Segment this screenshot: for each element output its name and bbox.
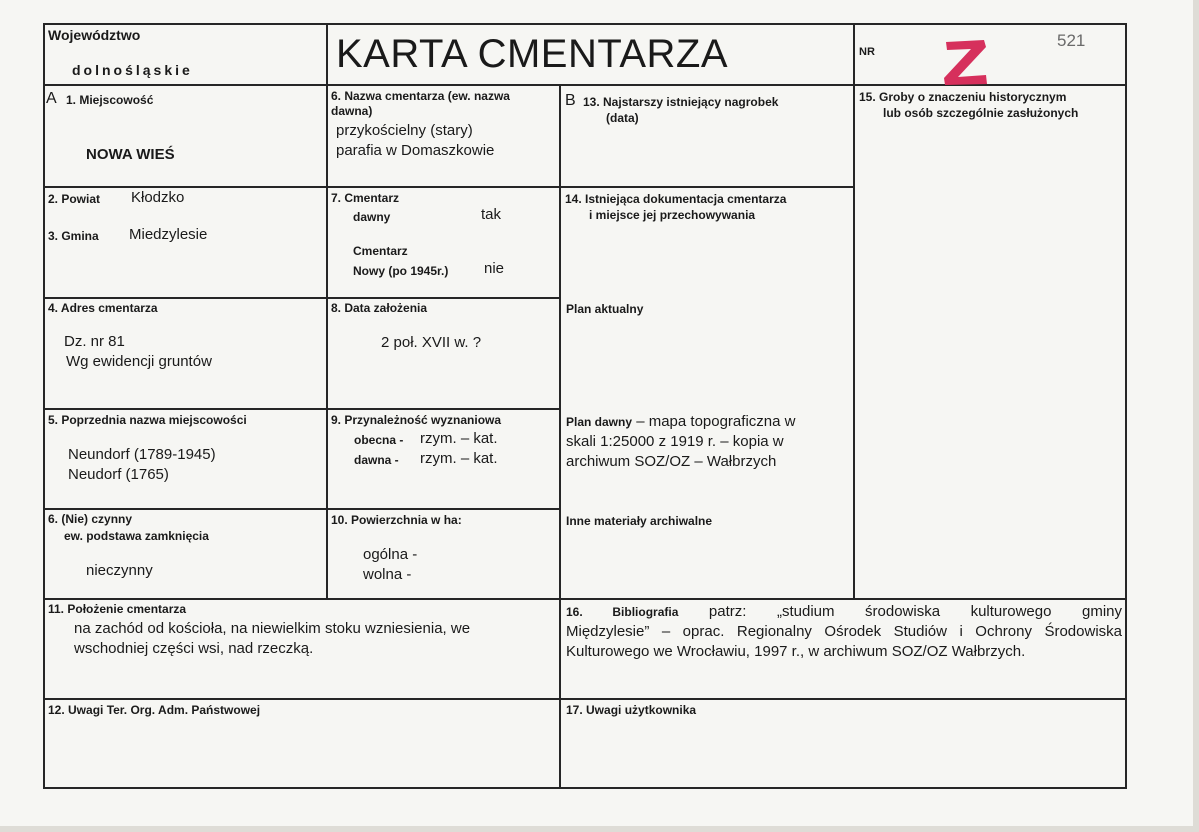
field-7-old-label: dawny (353, 210, 391, 224)
field-6b-label-cont: dawna) (331, 104, 373, 118)
field-9-label: 9. Przynależność wyznaniowa (331, 413, 502, 427)
plan-old-label: Plan dawny (566, 415, 633, 429)
rule (43, 23, 45, 789)
field-16-label: 16. Bibliografia (566, 605, 679, 619)
plan-old-desc: – mapa topograficzna w (632, 413, 796, 430)
field-10-total: ogólna - (363, 546, 418, 563)
field-9-old-label: dawna - (354, 453, 399, 467)
field-10-free: wolna - (363, 566, 412, 583)
field-2-label: 2. Powiat (48, 192, 101, 206)
section-b-prefix: B (565, 92, 576, 109)
field-10-label: 10. Powierzchnia w ha: (331, 513, 462, 527)
scan-edge-right (1193, 0, 1199, 832)
nr-label: NR (859, 46, 875, 58)
scan-edge-bottom (0, 826, 1199, 832)
field-6-value: nieczynny (86, 562, 153, 579)
rule (43, 508, 560, 510)
plan-old-line-1 (566, 413, 795, 431)
field-6-label-cont: ew. podstawa zamknięcia (64, 529, 209, 543)
field-5-value: Neundorf (1789-1945) (68, 446, 216, 463)
field-12-label: 12. Uwagi Ter. Org. Adm. Państwowej (48, 703, 261, 717)
field-8-label: 8. Data założenia (331, 301, 428, 315)
plan-old-line-2: skali 1:25000 z 1919 r. – kopia w (566, 433, 784, 450)
field-14-label-cont: i miejsce jej przechowywania (589, 208, 756, 222)
field-6b-value: przykościelny (stary) (336, 122, 473, 139)
field-4-label: 4. Adres cmentarza (48, 301, 158, 315)
field-9-current-value: rzym. – kat. (420, 430, 498, 447)
field-2-value: Kłodzko (131, 189, 185, 206)
field-7-new-heading: Cmentarz (353, 244, 408, 258)
field-1-value: NOWA WIEŚ (86, 146, 175, 163)
rule (43, 186, 855, 188)
rule (1125, 23, 1127, 789)
field-7-old-value: tak (481, 206, 502, 223)
field-3-label: 3. Gmina (48, 229, 99, 243)
field-3-value: Miedzylesie (129, 226, 208, 243)
rule (326, 23, 328, 600)
stamp-number: 521 (1057, 31, 1086, 50)
section-a-prefix: A (46, 90, 57, 107)
field-16-line-1 (566, 602, 1122, 622)
field-9-old-value: rzym. – kat. (420, 450, 498, 467)
rule (43, 598, 1127, 600)
handwritten-z-mark (940, 34, 992, 88)
field-8-value: 2 poł. XVII w. ? (381, 334, 482, 351)
field-6-label: 6. (Nie) czynny (48, 512, 133, 526)
field-6b-value-cont: parafia w Domaszkowie (336, 142, 495, 159)
field-7-label: 7. Cmentarz (331, 191, 400, 205)
field-7-new-label: Nowy (po 1945r.) (353, 264, 449, 278)
rule (853, 23, 855, 600)
rule (559, 84, 561, 789)
field-4-value-cont: Wg ewidencji gruntów (66, 353, 212, 370)
field-15-label-cont: lub osób szczególnie zasłużonych (883, 106, 1079, 120)
field-16-value-first: patrz: „studium środowiska kulturowego gminy (708, 603, 1122, 620)
field-4-value: Dz. nr 81 (64, 333, 125, 350)
voivodeship-value: dolnośląskie (72, 62, 193, 78)
card-title: KARTA CMENTARZA (336, 32, 728, 76)
field-13-label: 13. Najstarszy istniejący nagrobek (583, 95, 779, 109)
field-9-current-label: obecna - (354, 433, 404, 447)
field-7-new-value: nie (484, 260, 505, 277)
field-17-label: 17. Uwagi użytkownika (566, 703, 697, 717)
field-1-label: 1. Miejscowość (66, 93, 154, 107)
field-15-label: 15. Groby o znaczeniu historycznym (859, 90, 1067, 104)
field-5-label: 5. Poprzednia nazwa miejscowości (48, 413, 247, 427)
rule (43, 297, 560, 299)
rule (43, 787, 1127, 789)
field-16-value: Międzylesie” – oprac. Regionalny Ośrodek Studiów i Ochrony Środowiska Kulturowego we Wrocławiu, 1997 r., w archiwum SOZ/OZ Wałbrzych. (566, 623, 1122, 660)
rule (43, 698, 1127, 700)
other-materials-label: Inne materiały archiwalne (566, 514, 713, 528)
field-5-value-cont: Neudorf (1765) (68, 466, 169, 483)
field-11-label: 11. Położenie cmentarza (48, 602, 187, 616)
plan-old-line-3: archiwum SOZ/OZ – Wałbrzych (566, 453, 777, 470)
field-6b-label: 6. Nazwa cmentarza (ew. nazwa (331, 89, 510, 103)
field-14-label: 14. Istniejąca dokumentacja cmentarza (565, 192, 787, 206)
field-13-label-cont: (data) (606, 111, 639, 125)
voivodeship-label: Województwo (48, 27, 141, 43)
field-11-value: na zachód od kościoła, na niewielkim stoku wzniesienia, we wschodniej części wsi, nad rzeczką. (74, 620, 471, 657)
rule (43, 23, 1127, 25)
rule (43, 408, 560, 410)
plan-current-label: Plan aktualny (566, 302, 644, 316)
